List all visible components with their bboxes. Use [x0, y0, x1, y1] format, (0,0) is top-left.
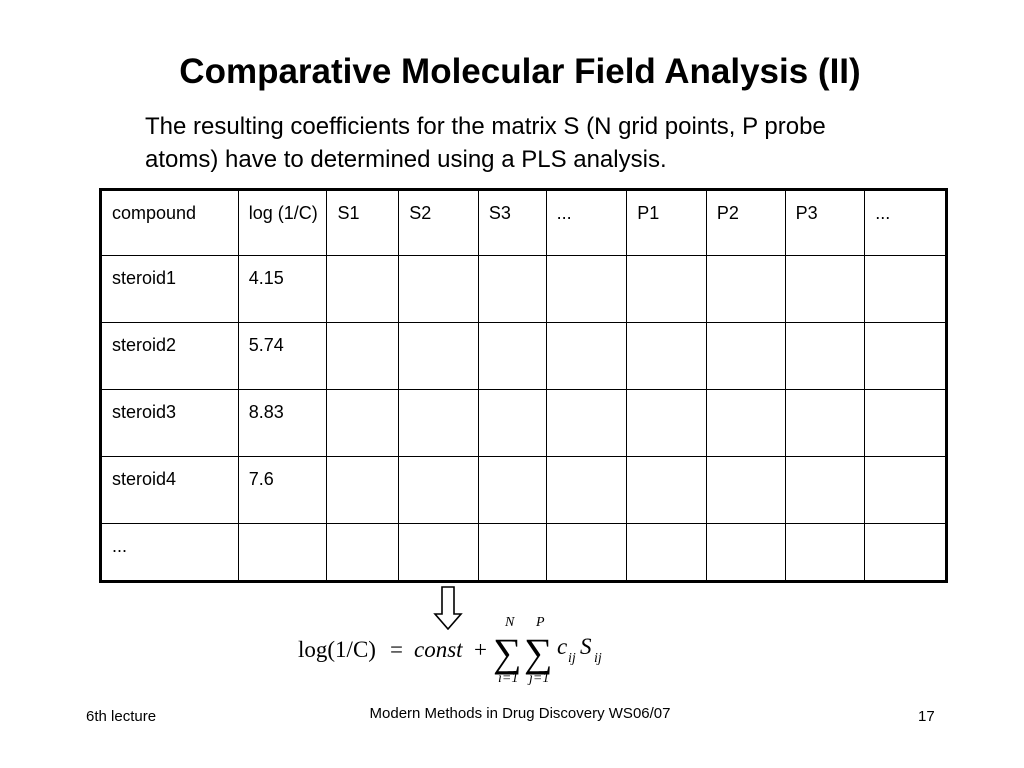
- table-cell: [785, 390, 865, 457]
- sum2-symbol: ∑: [524, 630, 553, 675]
- table-cell: [706, 323, 785, 390]
- table-cell: [706, 256, 785, 323]
- table-cell: [546, 256, 627, 323]
- header-cell: P2: [706, 190, 785, 256]
- formula-const: const: [414, 637, 463, 662]
- header-cell: S3: [478, 190, 546, 256]
- table-cell: [327, 390, 399, 457]
- slide-title: Comparative Molecular Field Analysis (II): [179, 52, 861, 91]
- table-cell: [627, 524, 707, 582]
- table-row: [101, 390, 947, 457]
- table-cell: [327, 256, 399, 323]
- table-cell: [546, 457, 627, 524]
- coefficient-symbol: c: [557, 634, 568, 659]
- table-cell: 8.83: [238, 390, 327, 457]
- matrix-symbol: S: [580, 634, 592, 659]
- header-cell: P3: [785, 190, 865, 256]
- table-cell: steroid3: [101, 390, 239, 457]
- table-cell: [785, 457, 865, 524]
- table-cell: [865, 390, 947, 457]
- table-cell: 4.15: [238, 256, 327, 323]
- table-cell: [865, 524, 947, 582]
- table-cell: [399, 524, 479, 582]
- table-cell: [478, 323, 546, 390]
- table-cell: [327, 323, 399, 390]
- formula-lhs: log(1/C): [298, 637, 376, 662]
- table-cell: [546, 323, 627, 390]
- table-cell: [706, 390, 785, 457]
- table-cell: [627, 256, 707, 323]
- table-cell: [238, 524, 327, 582]
- table-cell: [478, 390, 546, 457]
- table-cell: steroid4: [101, 457, 239, 524]
- table-cell: [546, 390, 627, 457]
- table-cell: [546, 524, 627, 582]
- header-cell: ...: [546, 190, 627, 256]
- formula-equals: =: [390, 637, 403, 662]
- header-cell: S2: [399, 190, 479, 256]
- footer-page-number: 17: [918, 708, 935, 725]
- matrix-subscript: ij: [594, 651, 602, 666]
- header-cell: S1: [327, 190, 399, 256]
- table-cell: 7.6: [238, 457, 327, 524]
- table-cell: [785, 323, 865, 390]
- table-cell: 5.74: [238, 323, 327, 390]
- header-cell: compound: [101, 190, 239, 256]
- table-cell: [785, 524, 865, 582]
- table-cell: steroid1: [101, 256, 239, 323]
- table-row: [101, 524, 947, 582]
- table-cell: [399, 457, 479, 524]
- table-cell: [785, 256, 865, 323]
- table-cell: [627, 323, 707, 390]
- sum1-symbol: ∑: [493, 630, 522, 675]
- slide-subtitle: The resulting coefficients for the matrix S (N grid points, P probe atoms) have to determined using a PLS analysis.: [145, 113, 826, 173]
- table-cell: [865, 323, 947, 390]
- table-cell: [327, 457, 399, 524]
- header-cell: log (1/C): [238, 190, 327, 256]
- table-cell: [865, 256, 947, 323]
- footer-course: Modern Methods in Drug Discovery WS06/07: [369, 705, 671, 722]
- table-cell: [478, 457, 546, 524]
- sum1-lower-limit: i=1: [498, 671, 519, 686]
- table-cell: [865, 457, 947, 524]
- sum2-lower-limit: j=1: [529, 671, 550, 686]
- header-cell: ...: [865, 190, 947, 256]
- formula-plus: +: [474, 637, 487, 662]
- sum2-upper-limit: P: [536, 615, 545, 630]
- table-header-row: [101, 190, 947, 256]
- table-cell: [399, 323, 479, 390]
- table-cell: [478, 524, 546, 582]
- table-cell: [706, 457, 785, 524]
- regression-formula: [296, 612, 616, 692]
- footer-lecture: 6th lecture: [86, 708, 157, 725]
- coefficient-subscript: ij: [568, 651, 576, 666]
- table-cell: [399, 256, 479, 323]
- sum1-upper-limit: N: [505, 615, 515, 630]
- table-cell: ...: [101, 524, 239, 582]
- table-row: [101, 256, 947, 323]
- table-cell: [399, 390, 479, 457]
- table-row: [101, 323, 947, 390]
- table-cell: [627, 457, 707, 524]
- compound-table: [99, 188, 948, 583]
- table-cell: [706, 524, 785, 582]
- table-row: [101, 457, 947, 524]
- table-cell: steroid2: [101, 323, 239, 390]
- table-cell: [478, 256, 546, 323]
- header-cell: P1: [627, 190, 707, 256]
- table-cell: [327, 524, 399, 582]
- table-cell: [627, 390, 707, 457]
